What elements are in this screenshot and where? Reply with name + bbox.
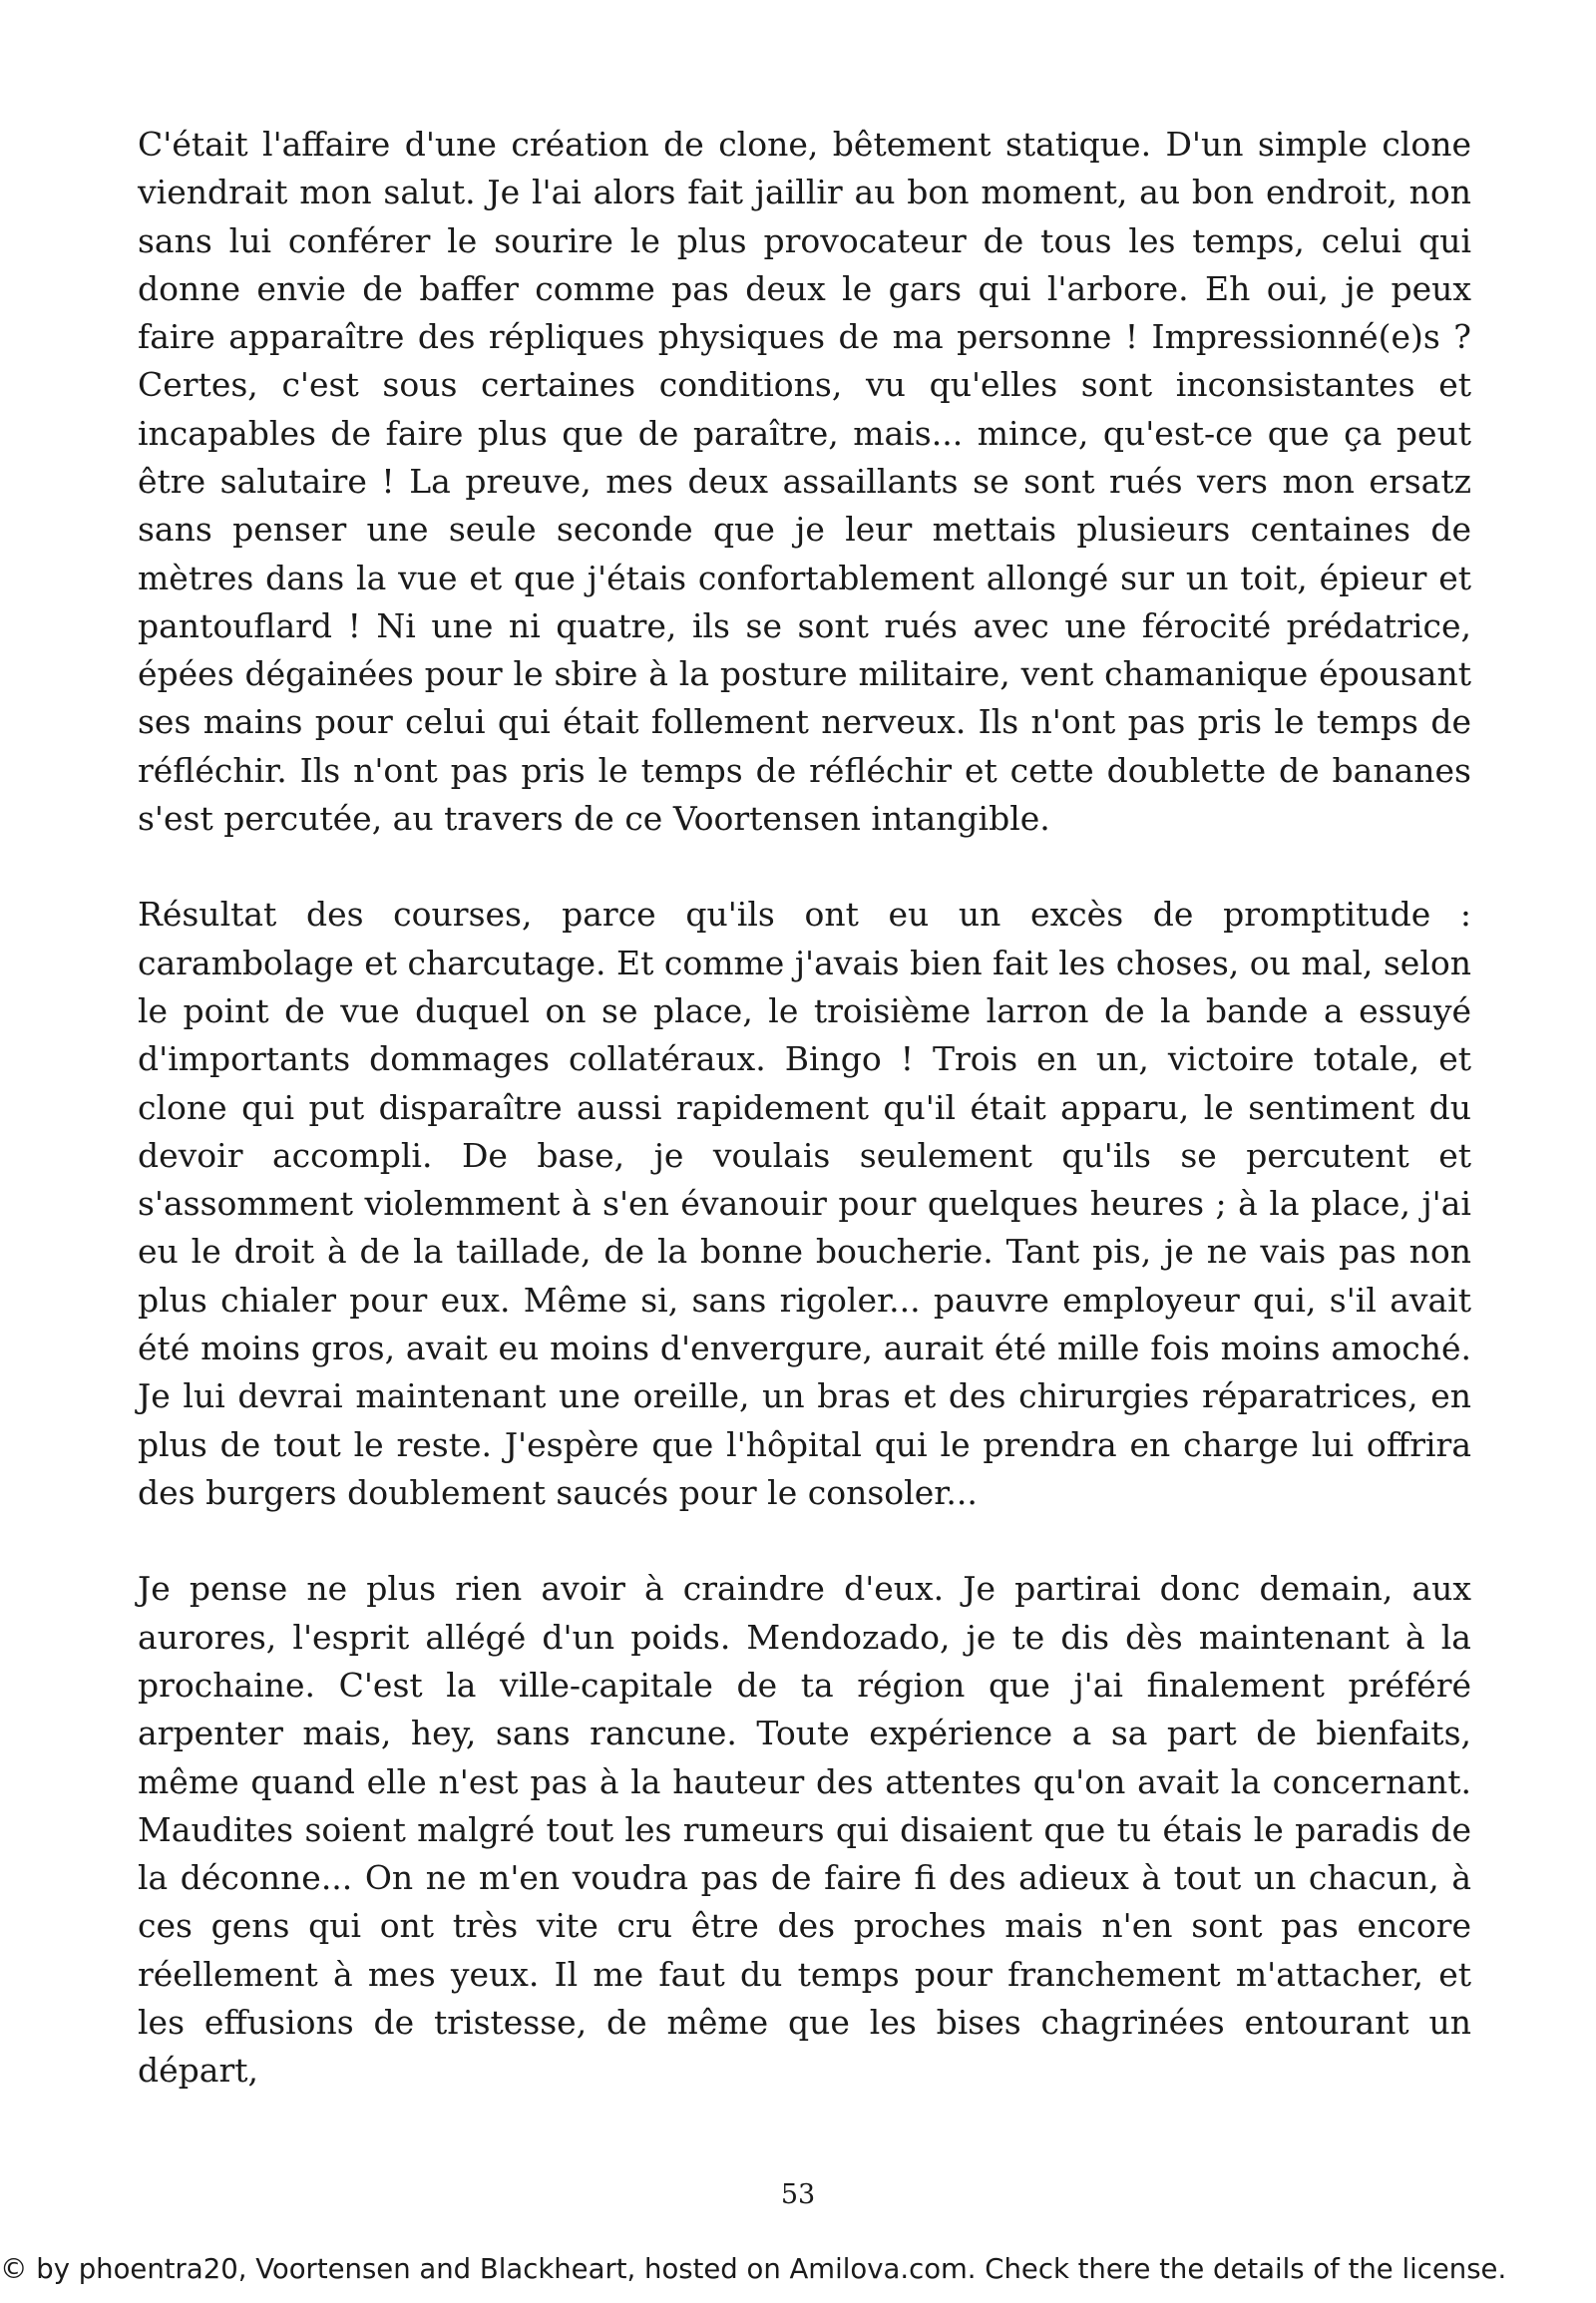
body-text	[138, 121, 1471, 2096]
license-notice: © by phoentra20, Voortensen and Blackheart, hosted on Amilova.com. Check there the details of the license.	[0, 2253, 1507, 2285]
page-number: 53	[780, 2179, 816, 2210]
paragraph-3: Je pense ne plus rien avoir à craindre d'eux. Je partirai donc demain, aux aurores, l'esprit allégé d'un poids. Mendozado, je te dis dès maintenant à la prochaine. C'est la ville-capitale de ta région que j'ai finalement préféré arpenter mais, hey, sans rancune. Toute expérience a sa part de bienfaits, même quand elle n'est pas à la hauteur des attentes qu'on avait la concernant. Maudites soient malgré tout les rumeurs qui disaient que tu étais le paradis de la déconne... On ne m'en voudra pas de faire fi des adieux à tout un chacun, à ces gens qui ont très vite cru être des proches mais n'en sont pas encore réellement à mes yeux. Il me faut du temps pour franchement m'attacher, et les effusions de tristesse, de même que les bises chagrinées entourant un départ,	[138, 1569, 1471, 2091]
paragraph-2: Résultat des courses, parce qu'ils ont eu un excès de promptitude : carambolage et charcutage. Et comme j'avais bien fait les choses, ou mal, selon le point de vue duquel on se place, le troisième larron de la bande a essuyé d'importants dommages collatéraux. Bingo ! Trois en un, victoire totale, et clone qui put disparaître aussi rapidement qu'il était apparu, le sentiment du devoir accompli. De base, je voulais seulement qu'ils se percutent et s'assomment violemment à s'en évanouir pour quelques heures ; à la place, j'ai eu le droit à de la taillade, de la bonne boucherie. Tant pis, je ne vais pas non plus chialer pour eux. Même si, sans rigoler... pauvre employeur qui, s'il avait été moins gros, avait eu moins d'envergure, aurait été mille fois moins amoché. Je lui devrai maintenant une oreille, un bras et des chirurgies réparatrices, en plus de tout le reste. J'espère que l'hôpital qui le prendra en charge lui offrira des burgers doublement saucés pour le consoler...	[138, 895, 1471, 1512]
paragraph-1: C'était l'affaire d'une création de clone, bêtement statique. D'un simple clone viendrait mon salut. Je l'ai alors fait jaillir au bon moment, au bon endroit, non sans lui conférer le sourire le plus provocateur de tous les temps, celui qui donne envie de baffer comme pas deux le gars qui l'arbore. Eh oui, je peux faire apparaître des répliques physiques de ma personne ! Impressionné(e)s ? Certes, c'est sous certaines conditions, vu qu'elles sont inconsistantes et incapables de faire plus que de paraître, mais... mince, qu'est-ce que ça peut être salutaire ! La preuve, mes deux assaillants se sont rués vers mon ersatz sans penser une seule seconde que je leur mettais plusieurs centaines de mètres dans la vue et que j'étais confortablement allongé sur un toit, épieur et pantouflard ! Ni une ni quatre, ils se sont rués avec une férocité prédatrice, épées dégainées pour le sbire à la posture militaire, vent chamanique épousant ses mains pour celui qui était follement nerveux. Ils n'ont pas pris le temps de réfléchir. Ils n'ont pas pris le temps de réfléchir et cette doublette de bananes s'est percutée, au travers de ce Voortensen intangible.	[138, 125, 1471, 838]
